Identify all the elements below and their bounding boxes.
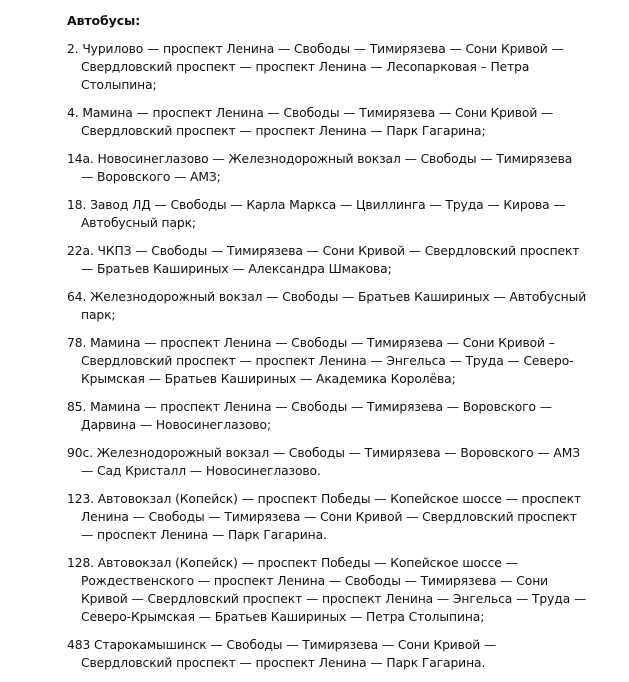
document-page: [67, 12, 587, 682]
bus-route-list: [67, 40, 587, 672]
route-item: 14а. Новосинеглазово — Железнодорожный вокзал — Свободы — Тимирязева — Воровского — АМЗ;: [67, 152, 573, 184]
route-item: 64. Железнодорожный вокзал — Свободы — Братьев Кашириных — Автобусный парк;: [67, 290, 587, 322]
route-item: 128. Автовокзал (Копейск) — проспект Победы — Копейское шоссе —Рождественского — проспект Ленина — Свободы — Тимирязева — Сони Кривой — Свердловский проспект — проспект Ленина — Энгельса — Труда — Северо-Крымская — Братьев Кашириных — Петра Столыпина;: [67, 556, 587, 624]
route-item: 123. Автовокзал (Копейск) — проспект Победы — Копейское шоссе — проспект Ленина — Свободы — Тимирязева — Сони Кривой — Свердловский проспект — проспект Ленина — Парк Гагарина.: [67, 492, 582, 542]
route-item: 483 Старокамышинск — Свободы — Тимирязева — Сони Кривой —Свердловский проспект — проспект Ленина — Парк Гагарина.: [67, 638, 497, 670]
route-item: 18. Завод ЛД — Свободы — Карла Маркса — Цвиллинга — Труда — Кирова — Автобусный парк;: [67, 198, 566, 230]
route-item: 78. Мамина — проспект Ленина — Свободы — Тимирязева — Сони Кривой – Свердловский проспект — проспект Ленина — Энгельса — Труда — Северо-Крымская — Братьев Кашириных — Академика Королёва;: [67, 336, 574, 386]
route-item: 4. Мамина — проспект Ленина — Свободы — Тимирязева — Сони Кривой — Свердловский проспект — проспект Ленина — Парк Гагарина;: [67, 106, 554, 138]
route-item: 85. Мамина — проспект Ленина — Свободы — Тимирязева — Воровского — Дарвина — Новосинеглазово;: [67, 400, 552, 432]
route-item: 90с. Железнодорожный вокзал — Свободы — Тимирязева — Воровского — АМЗ — Сад Кристалл — Новосинеглазово.: [67, 446, 581, 478]
section-heading: Автобусы:: [67, 13, 141, 28]
route-item: 2. Чурилово — проспект Ленина — Свободы — Тимирязева — Сони Кривой — Свердловский проспект — проспект Ленина — Лесопарковая – Петра Столыпина;: [67, 42, 564, 92]
route-item: 22а. ЧКПЗ — Свободы — Тимирязева — Сони Кривой — Свердловский проспект — Братьев Кашириных — Александра Шмакова;: [67, 244, 580, 276]
